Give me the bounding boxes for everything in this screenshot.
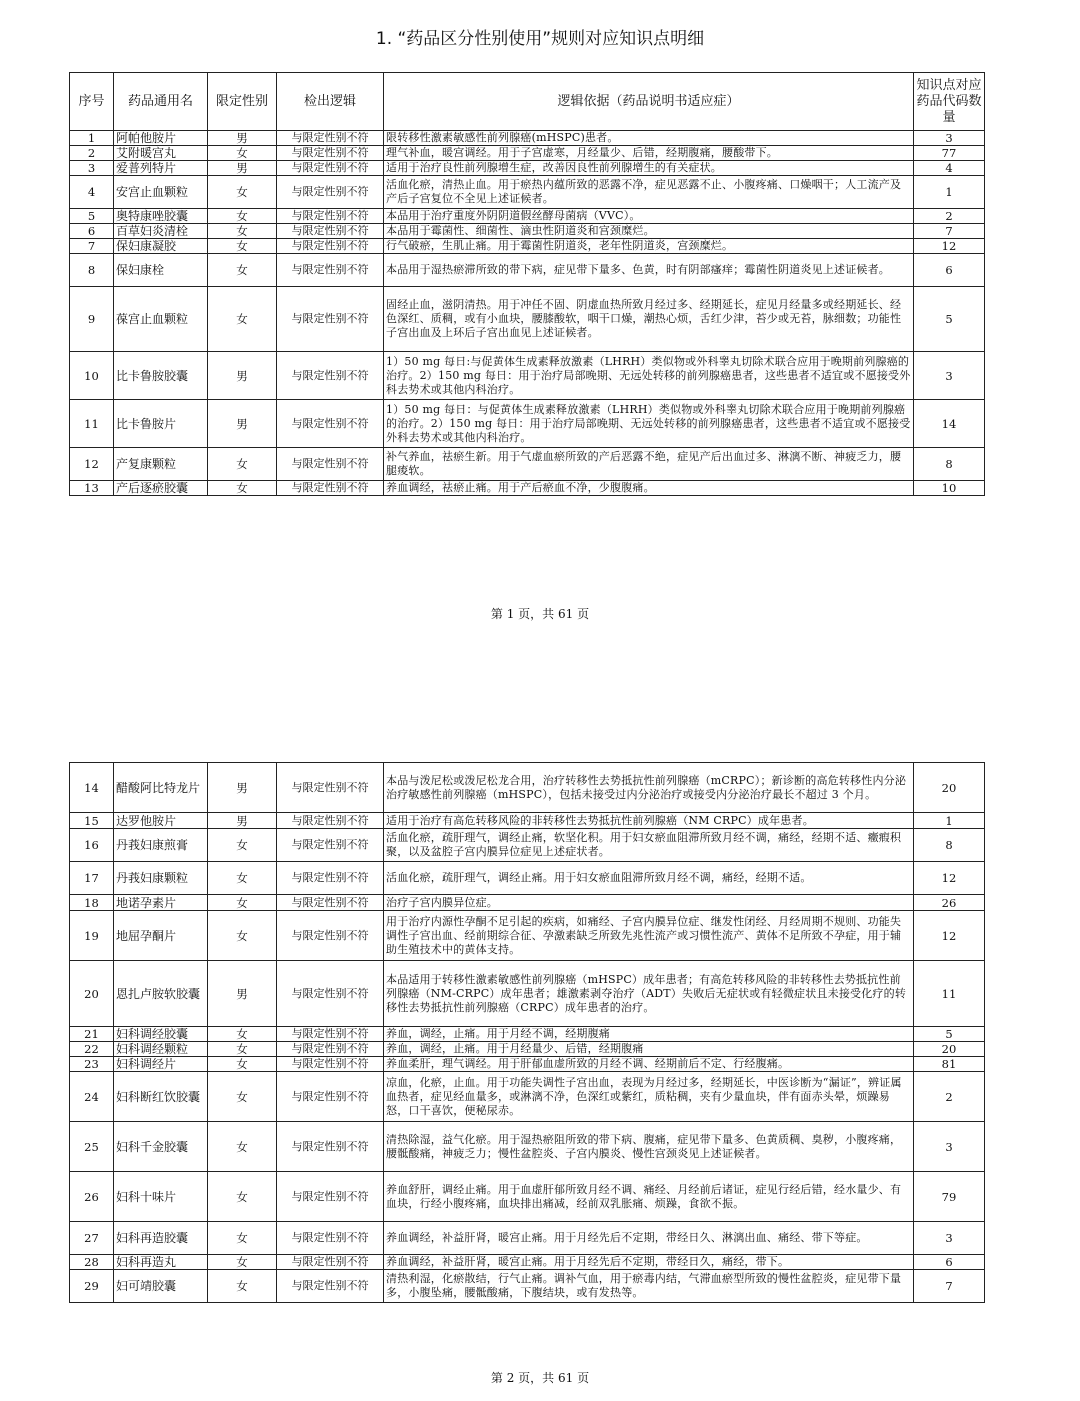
gender-cell: 女 xyxy=(208,209,277,224)
table-row xyxy=(70,448,985,481)
code-count: 6 xyxy=(914,254,985,287)
row-number: 17 xyxy=(70,862,114,895)
logic-cell: 与限定性别不符 xyxy=(277,1042,384,1057)
row-number: 15 xyxy=(70,813,114,829)
logic-cell: 与限定性别不符 xyxy=(277,448,384,481)
code-count: 8 xyxy=(914,448,985,481)
table-row xyxy=(70,224,985,239)
basis-cell: 养血舒肝，调经止痛。用于血虚肝郁所致月经不调、痛经、月经前后诸证，症见行经后错，经水量少、有血块，行经小腹疼痛，血块排出痛减，经前双乳胀痛、烦躁，食欲不振。 xyxy=(384,1172,914,1222)
row-number: 10 xyxy=(70,352,114,400)
drug-name: 阿帕他胺片 xyxy=(114,131,208,146)
row-number: 1 xyxy=(70,131,114,146)
drug-name: 百草妇炎清栓 xyxy=(114,224,208,239)
basis-cell: 清热利湿，化瘀散结，行气止痛。调补气血，用于瘀毒内结，气滞血瘀型所致的慢性盆腔炎，症见带下量多，小腹坠痛，腰骶酸痛，下腹结块，或有发热等。 xyxy=(384,1270,914,1303)
row-number: 9 xyxy=(70,287,114,352)
gender-cell: 女 xyxy=(208,1042,277,1057)
row-number: 19 xyxy=(70,911,114,961)
code-count: 20 xyxy=(914,763,985,813)
code-count: 2 xyxy=(914,1072,985,1122)
gender-cell: 女 xyxy=(208,239,277,254)
table-row xyxy=(70,254,985,287)
row-number: 12 xyxy=(70,448,114,481)
basis-cell: 1）50 mg 每日：与促黄体生成素释放激素（LHRH）类似物或外科睾丸切除术联合应用于晚期前列腺癌的治疗。2）150 mg 每日：用于治疗局部晚期、无远处转移的前列腺癌患者，这些患者不适宜或不愿接受外科去势术或其他内科治疗。 xyxy=(384,400,914,448)
code-count: 2 xyxy=(914,209,985,224)
row-number: 23 xyxy=(70,1057,114,1072)
table-row xyxy=(70,146,985,161)
table-row xyxy=(70,176,985,209)
code-count: 3 xyxy=(914,1122,985,1172)
table-body-page-2 xyxy=(70,763,985,1303)
logic-cell: 与限定性别不符 xyxy=(277,1270,384,1303)
drug-name: 恩扎卢胺软胶囊 xyxy=(114,961,208,1027)
gender-cell: 男 xyxy=(208,352,277,400)
row-number: 13 xyxy=(70,481,114,496)
row-number: 27 xyxy=(70,1222,114,1255)
code-count: 79 xyxy=(914,1172,985,1222)
drug-name: 妇可靖胶囊 xyxy=(114,1270,208,1303)
gender-cell: 女 xyxy=(208,481,277,496)
code-count: 3 xyxy=(914,1222,985,1255)
gender-cell: 女 xyxy=(208,448,277,481)
logic-cell: 与限定性别不符 xyxy=(277,1222,384,1255)
code-count: 5 xyxy=(914,1027,985,1042)
gender-cell: 女 xyxy=(208,911,277,961)
header-count: 知识点对应药品代码数量 xyxy=(914,73,985,131)
code-count: 12 xyxy=(914,862,985,895)
code-count: 3 xyxy=(914,352,985,400)
basis-cell: 限转移性激素敏感性前列腺癌(mHSPC)患者。 xyxy=(384,131,914,146)
logic-cell: 与限定性别不符 xyxy=(277,829,384,862)
table-body-page-1 xyxy=(70,131,985,496)
gender-cell: 女 xyxy=(208,146,277,161)
document-title: 1. “药品区分性别使用”规则对应知识点明细 xyxy=(375,29,705,49)
code-count: 10 xyxy=(914,481,985,496)
gender-cell: 女 xyxy=(208,862,277,895)
basis-cell: 清热除湿，益气化瘀。用于湿热瘀阻所致的带下病、腹痛，症见带下量多、色黄质稠、臭秽，小腹疼痛，腰骶酸痛，神疲乏力；慢性盆腔炎、子宫内膜炎、慢性宫颈炎见上述证候者。 xyxy=(384,1122,914,1172)
logic-cell: 与限定性别不符 xyxy=(277,763,384,813)
gender-cell: 女 xyxy=(208,176,277,209)
logic-cell: 与限定性别不符 xyxy=(277,1027,384,1042)
gender-cell: 女 xyxy=(208,1027,277,1042)
drug-name: 丹莪妇康煎膏 xyxy=(114,829,208,862)
row-number: 21 xyxy=(70,1027,114,1042)
basis-cell: 补气养血，祛瘀生新。用于气虚血瘀所致的产后恶露不绝，症见产后出血过多、淋漓不断、神疲乏力，腰腿痠软。 xyxy=(384,448,914,481)
row-number: 2 xyxy=(70,146,114,161)
row-number: 16 xyxy=(70,829,114,862)
code-count: 11 xyxy=(914,961,985,1027)
gender-cell: 男 xyxy=(208,131,277,146)
logic-cell: 与限定性别不符 xyxy=(277,1072,384,1122)
drug-name: 产后逐瘀胶囊 xyxy=(114,481,208,496)
logic-cell: 与限定性别不符 xyxy=(277,1255,384,1270)
basis-cell: 本品与泼尼松或泼尼松龙合用，治疗转移性去势抵抗性前列腺癌（mCRPC）；新诊断的高危转移性内分泌治疗敏感性前列腺癌（mHSPC），包括未接受过内分泌治疗或接受内分泌治疗最长不超过 3 个月。 xyxy=(384,763,914,813)
header-gender: 限定性别 xyxy=(208,73,277,131)
code-count: 77 xyxy=(914,146,985,161)
logic-cell: 与限定性别不符 xyxy=(277,1057,384,1072)
logic-cell: 与限定性别不符 xyxy=(277,352,384,400)
table-row xyxy=(70,287,985,352)
logic-cell: 与限定性别不符 xyxy=(277,1172,384,1222)
page-footer-1: 第 1 页，共 61 页 xyxy=(490,607,590,621)
basis-cell: 适用于治疗良性前列腺增生症，改善因良性前列腺增生的有关症状。 xyxy=(384,161,914,176)
drug-name: 妇科再造丸 xyxy=(114,1255,208,1270)
gender-cell: 女 xyxy=(208,1072,277,1122)
drug-name: 妇科十味片 xyxy=(114,1172,208,1222)
logic-cell: 与限定性别不符 xyxy=(277,481,384,496)
logic-cell: 与限定性别不符 xyxy=(277,176,384,209)
code-count: 1 xyxy=(914,176,985,209)
row-number: 28 xyxy=(70,1255,114,1270)
drug-name: 地诺孕素片 xyxy=(114,895,208,911)
table-row xyxy=(70,961,985,1027)
logic-cell: 与限定性别不符 xyxy=(277,911,384,961)
table-row xyxy=(70,829,985,862)
header-basis: 逻辑依据（药品说明书适应症） xyxy=(384,73,914,131)
header-no: 序号 xyxy=(70,73,114,131)
basis-cell: 本品用于治疗重度外阴阴道假丝酵母菌病（VVC）。 xyxy=(384,209,914,224)
gender-cell: 女 xyxy=(208,224,277,239)
basis-cell: 适用于治疗有高危转移风险的非转移性去势抵抗性前列腺癌（NM CRPC）成年患者。 xyxy=(384,813,914,829)
table-row xyxy=(70,161,985,176)
basis-cell: 本品用于霉菌性、细菌性、滴虫性阴道炎和宫颈糜烂。 xyxy=(384,224,914,239)
table-row xyxy=(70,1222,985,1255)
row-number: 25 xyxy=(70,1122,114,1172)
code-count: 6 xyxy=(914,1255,985,1270)
table-row xyxy=(70,1057,985,1072)
code-count: 81 xyxy=(914,1057,985,1072)
basis-cell: 养血，调经，止痛。用于月经量少、后错，经期腹痛 xyxy=(384,1042,914,1057)
table-row xyxy=(70,1270,985,1303)
row-number: 4 xyxy=(70,176,114,209)
basis-cell: 养血调经，补益肝肾，暖宫止痛。用于月经先后不定期，带经日久，痛经，带下。 xyxy=(384,1255,914,1270)
basis-cell: 固经止血，滋阴清热。用于冲任不固、阴虚血热所致月经过多、经期延长，症见月经量多或经期延长、经色深红、质稠，或有小血块，腰膝酸软，咽干口燥，潮热心烦，舌红少津，苔少或无苔，脉细数；功能性子宫出血及上环后子宫出血见上述证候者。 xyxy=(384,287,914,352)
table-row xyxy=(70,481,985,496)
drug-name: 妇科再造胶囊 xyxy=(114,1222,208,1255)
row-number: 11 xyxy=(70,400,114,448)
basis-cell: 治疗子宫内膜异位症。 xyxy=(384,895,914,911)
logic-cell: 与限定性别不符 xyxy=(277,895,384,911)
row-number: 14 xyxy=(70,763,114,813)
row-number: 24 xyxy=(70,1072,114,1122)
basis-cell: 养血柔肝，理气调经。用于肝郁血虚所致的月经不调、经期前后不定、行经腹痛。 xyxy=(384,1057,914,1072)
row-number: 3 xyxy=(70,161,114,176)
gender-cell: 男 xyxy=(208,763,277,813)
code-count: 7 xyxy=(914,1270,985,1303)
basis-cell: 1）50 mg 每日:与促黄体生成素释放激素（LHRH）类似物或外科睾丸切除术联合应用于晚期前列腺癌的治疗。2）150 mg 每日：用于治疗局部晚期、无远处转移的前列腺癌患者，这些患者不适宜或不愿接受外科去势术或其他内科治疗。 xyxy=(384,352,914,400)
code-count: 1 xyxy=(914,813,985,829)
drug-name: 葆宫止血颗粒 xyxy=(114,287,208,352)
row-number: 6 xyxy=(70,224,114,239)
table-row xyxy=(70,1172,985,1222)
row-number: 8 xyxy=(70,254,114,287)
gender-cell: 女 xyxy=(208,254,277,287)
table-row xyxy=(70,862,985,895)
drug-name: 艾附暖宫丸 xyxy=(114,146,208,161)
drug-name: 妇科调经颗粒 xyxy=(114,1042,208,1057)
table-row xyxy=(70,352,985,400)
code-count: 8 xyxy=(914,829,985,862)
row-number: 5 xyxy=(70,209,114,224)
header-drug-name: 药品通用名 xyxy=(114,73,208,131)
gender-cell: 女 xyxy=(208,895,277,911)
gender-cell: 女 xyxy=(208,287,277,352)
drug-name: 丹莪妇康颗粒 xyxy=(114,862,208,895)
basis-cell: 活血化瘀，清热止血。用于瘀热内蕴所致的恶露不净，症见恶露不止、小腹疼痛、口燥咽干；人工流产及产后子宫复位不全见上述证候者。 xyxy=(384,176,914,209)
drug-name: 妇科调经胶囊 xyxy=(114,1027,208,1042)
basis-cell: 凉血，化瘀，止血。用于功能失调性子宫出血，表现为月经过多，经期延长，中医诊断为“漏证”，辨证属血热者，症见经血量多，或淋漓不净，色深红或紫红，质粘稠，夹有少量血块，伴有面赤头晕，烦躁易怒，口干喜饮，便秘尿赤。 xyxy=(384,1072,914,1122)
basis-cell: 理气补血，暖宫调经。用于子宫虚寒，月经量少、后错，经期腹痛，腰酸带下。 xyxy=(384,146,914,161)
code-count: 12 xyxy=(914,239,985,254)
gender-cell: 男 xyxy=(208,400,277,448)
table-header-row xyxy=(70,73,985,131)
basis-cell: 本品适用于转移性激素敏感性前列腺癌（mHSPC）成年患者；有高危转移风险的非转移性去势抵抗性前列腺癌（NM-CRPC）成年患者；雄激素剥夺治疗（ADT）失败后无症状或有轻微症状且未接受化疗的转移性去势抵抗性前列腺癌（CRPC）成年患者的治疗。 xyxy=(384,961,914,1027)
logic-cell: 与限定性别不符 xyxy=(277,209,384,224)
gender-cell: 男 xyxy=(208,161,277,176)
gender-cell: 女 xyxy=(208,1122,277,1172)
logic-cell: 与限定性别不符 xyxy=(277,146,384,161)
table-row xyxy=(70,763,985,813)
drug-name: 地屈孕酮片 xyxy=(114,911,208,961)
basis-cell: 本品用于湿热瘀滞所致的带下病，症见带下量多、色黄，时有阴部瘙痒；霉菌性阴道炎见上述证候者。 xyxy=(384,254,914,287)
code-count: 7 xyxy=(914,224,985,239)
drug-name: 妇科断红饮胶囊 xyxy=(114,1072,208,1122)
drug-name: 保妇康栓 xyxy=(114,254,208,287)
drug-name: 保妇康凝胶 xyxy=(114,239,208,254)
logic-cell: 与限定性别不符 xyxy=(277,287,384,352)
table-row xyxy=(70,209,985,224)
logic-cell: 与限定性别不符 xyxy=(277,224,384,239)
gender-cell: 女 xyxy=(208,1172,277,1222)
drug-name: 比卡鲁胺片 xyxy=(114,400,208,448)
logic-cell: 与限定性别不符 xyxy=(277,239,384,254)
gender-cell: 男 xyxy=(208,813,277,829)
table-row xyxy=(70,1122,985,1172)
code-count: 4 xyxy=(914,161,985,176)
logic-cell: 与限定性别不符 xyxy=(277,400,384,448)
table-row xyxy=(70,1042,985,1057)
code-count: 3 xyxy=(914,131,985,146)
logic-cell: 与限定性别不符 xyxy=(277,161,384,176)
rule-table-page-2 xyxy=(69,762,985,1303)
logic-cell: 与限定性别不符 xyxy=(277,254,384,287)
drug-name: 妇科调经片 xyxy=(114,1057,208,1072)
logic-cell: 与限定性别不符 xyxy=(277,131,384,146)
header-logic: 检出逻辑 xyxy=(277,73,384,131)
drug-name: 达罗他胺片 xyxy=(114,813,208,829)
table-row xyxy=(70,239,985,254)
rule-table-page-1 xyxy=(69,72,985,496)
gender-cell: 女 xyxy=(208,829,277,862)
basis-cell: 用于治疗内源性孕酮不足引起的疾病，如痛经、子宫内膜异位症、继发性闭经、月经周期不规则、功能失调性子宫出血、经前期综合征、孕激素缺乏所致先兆性流产或习惯性流产、黄体不足所致不孕症，用于辅助生殖技术中的黄体支持。 xyxy=(384,911,914,961)
gender-cell: 女 xyxy=(208,1222,277,1255)
table-row xyxy=(70,131,985,146)
table-row xyxy=(70,400,985,448)
basis-cell: 养血调经，祛瘀止痛。用于产后瘀血不净，少腹腹痛。 xyxy=(384,481,914,496)
row-number: 20 xyxy=(70,961,114,1027)
logic-cell: 与限定性别不符 xyxy=(277,961,384,1027)
table-row xyxy=(70,895,985,911)
basis-cell: 养血，调经，止痛。用于月经不调，经期腹痛 xyxy=(384,1027,914,1042)
gender-cell: 女 xyxy=(208,1057,277,1072)
table-row xyxy=(70,1027,985,1042)
table-row xyxy=(70,911,985,961)
row-number: 7 xyxy=(70,239,114,254)
row-number: 26 xyxy=(70,1172,114,1222)
row-number: 29 xyxy=(70,1270,114,1303)
basis-cell: 养血调经，补益肝肾，暖宫止痛。用于月经先后不定期，带经日久、淋漓出血、痛经、带下等症。 xyxy=(384,1222,914,1255)
code-count: 12 xyxy=(914,911,985,961)
gender-cell: 女 xyxy=(208,1270,277,1303)
code-count: 26 xyxy=(914,895,985,911)
drug-name: 比卡鲁胺胶囊 xyxy=(114,352,208,400)
table-row xyxy=(70,1255,985,1270)
table-row xyxy=(70,813,985,829)
logic-cell: 与限定性别不符 xyxy=(277,862,384,895)
drug-name: 爱普列特片 xyxy=(114,161,208,176)
code-count: 14 xyxy=(914,400,985,448)
page-footer-2: 第 2 页，共 61 页 xyxy=(490,1371,590,1385)
drug-name: 安宫止血颗粒 xyxy=(114,176,208,209)
basis-cell: 活血化瘀，疏肝理气，调经止痛，软坚化积。用于妇女瘀血阻滞所致月经不调，痛经，经期不适、癥瘕积聚，以及盆腔子宫内膜异位症见上述症状者。 xyxy=(384,829,914,862)
gender-cell: 女 xyxy=(208,1255,277,1270)
drug-name: 奥特康唑胶囊 xyxy=(114,209,208,224)
gender-cell: 男 xyxy=(208,961,277,1027)
logic-cell: 与限定性别不符 xyxy=(277,1122,384,1172)
drug-name: 妇科千金胶囊 xyxy=(114,1122,208,1172)
row-number: 18 xyxy=(70,895,114,911)
row-number: 22 xyxy=(70,1042,114,1057)
basis-cell: 行气破瘀，生肌止痛。用于霉菌性阴道炎，老年性阴道炎，宫颈糜烂。 xyxy=(384,239,914,254)
drug-name: 醋酸阿比特龙片 xyxy=(114,763,208,813)
basis-cell: 活血化瘀，疏肝理气，调经止痛。用于妇女瘀血阻滞所致月经不调，痛经，经期不适。 xyxy=(384,862,914,895)
drug-name: 产复康颗粒 xyxy=(114,448,208,481)
code-count: 20 xyxy=(914,1042,985,1057)
table-row xyxy=(70,1072,985,1122)
logic-cell: 与限定性别不符 xyxy=(277,813,384,829)
code-count: 5 xyxy=(914,287,985,352)
